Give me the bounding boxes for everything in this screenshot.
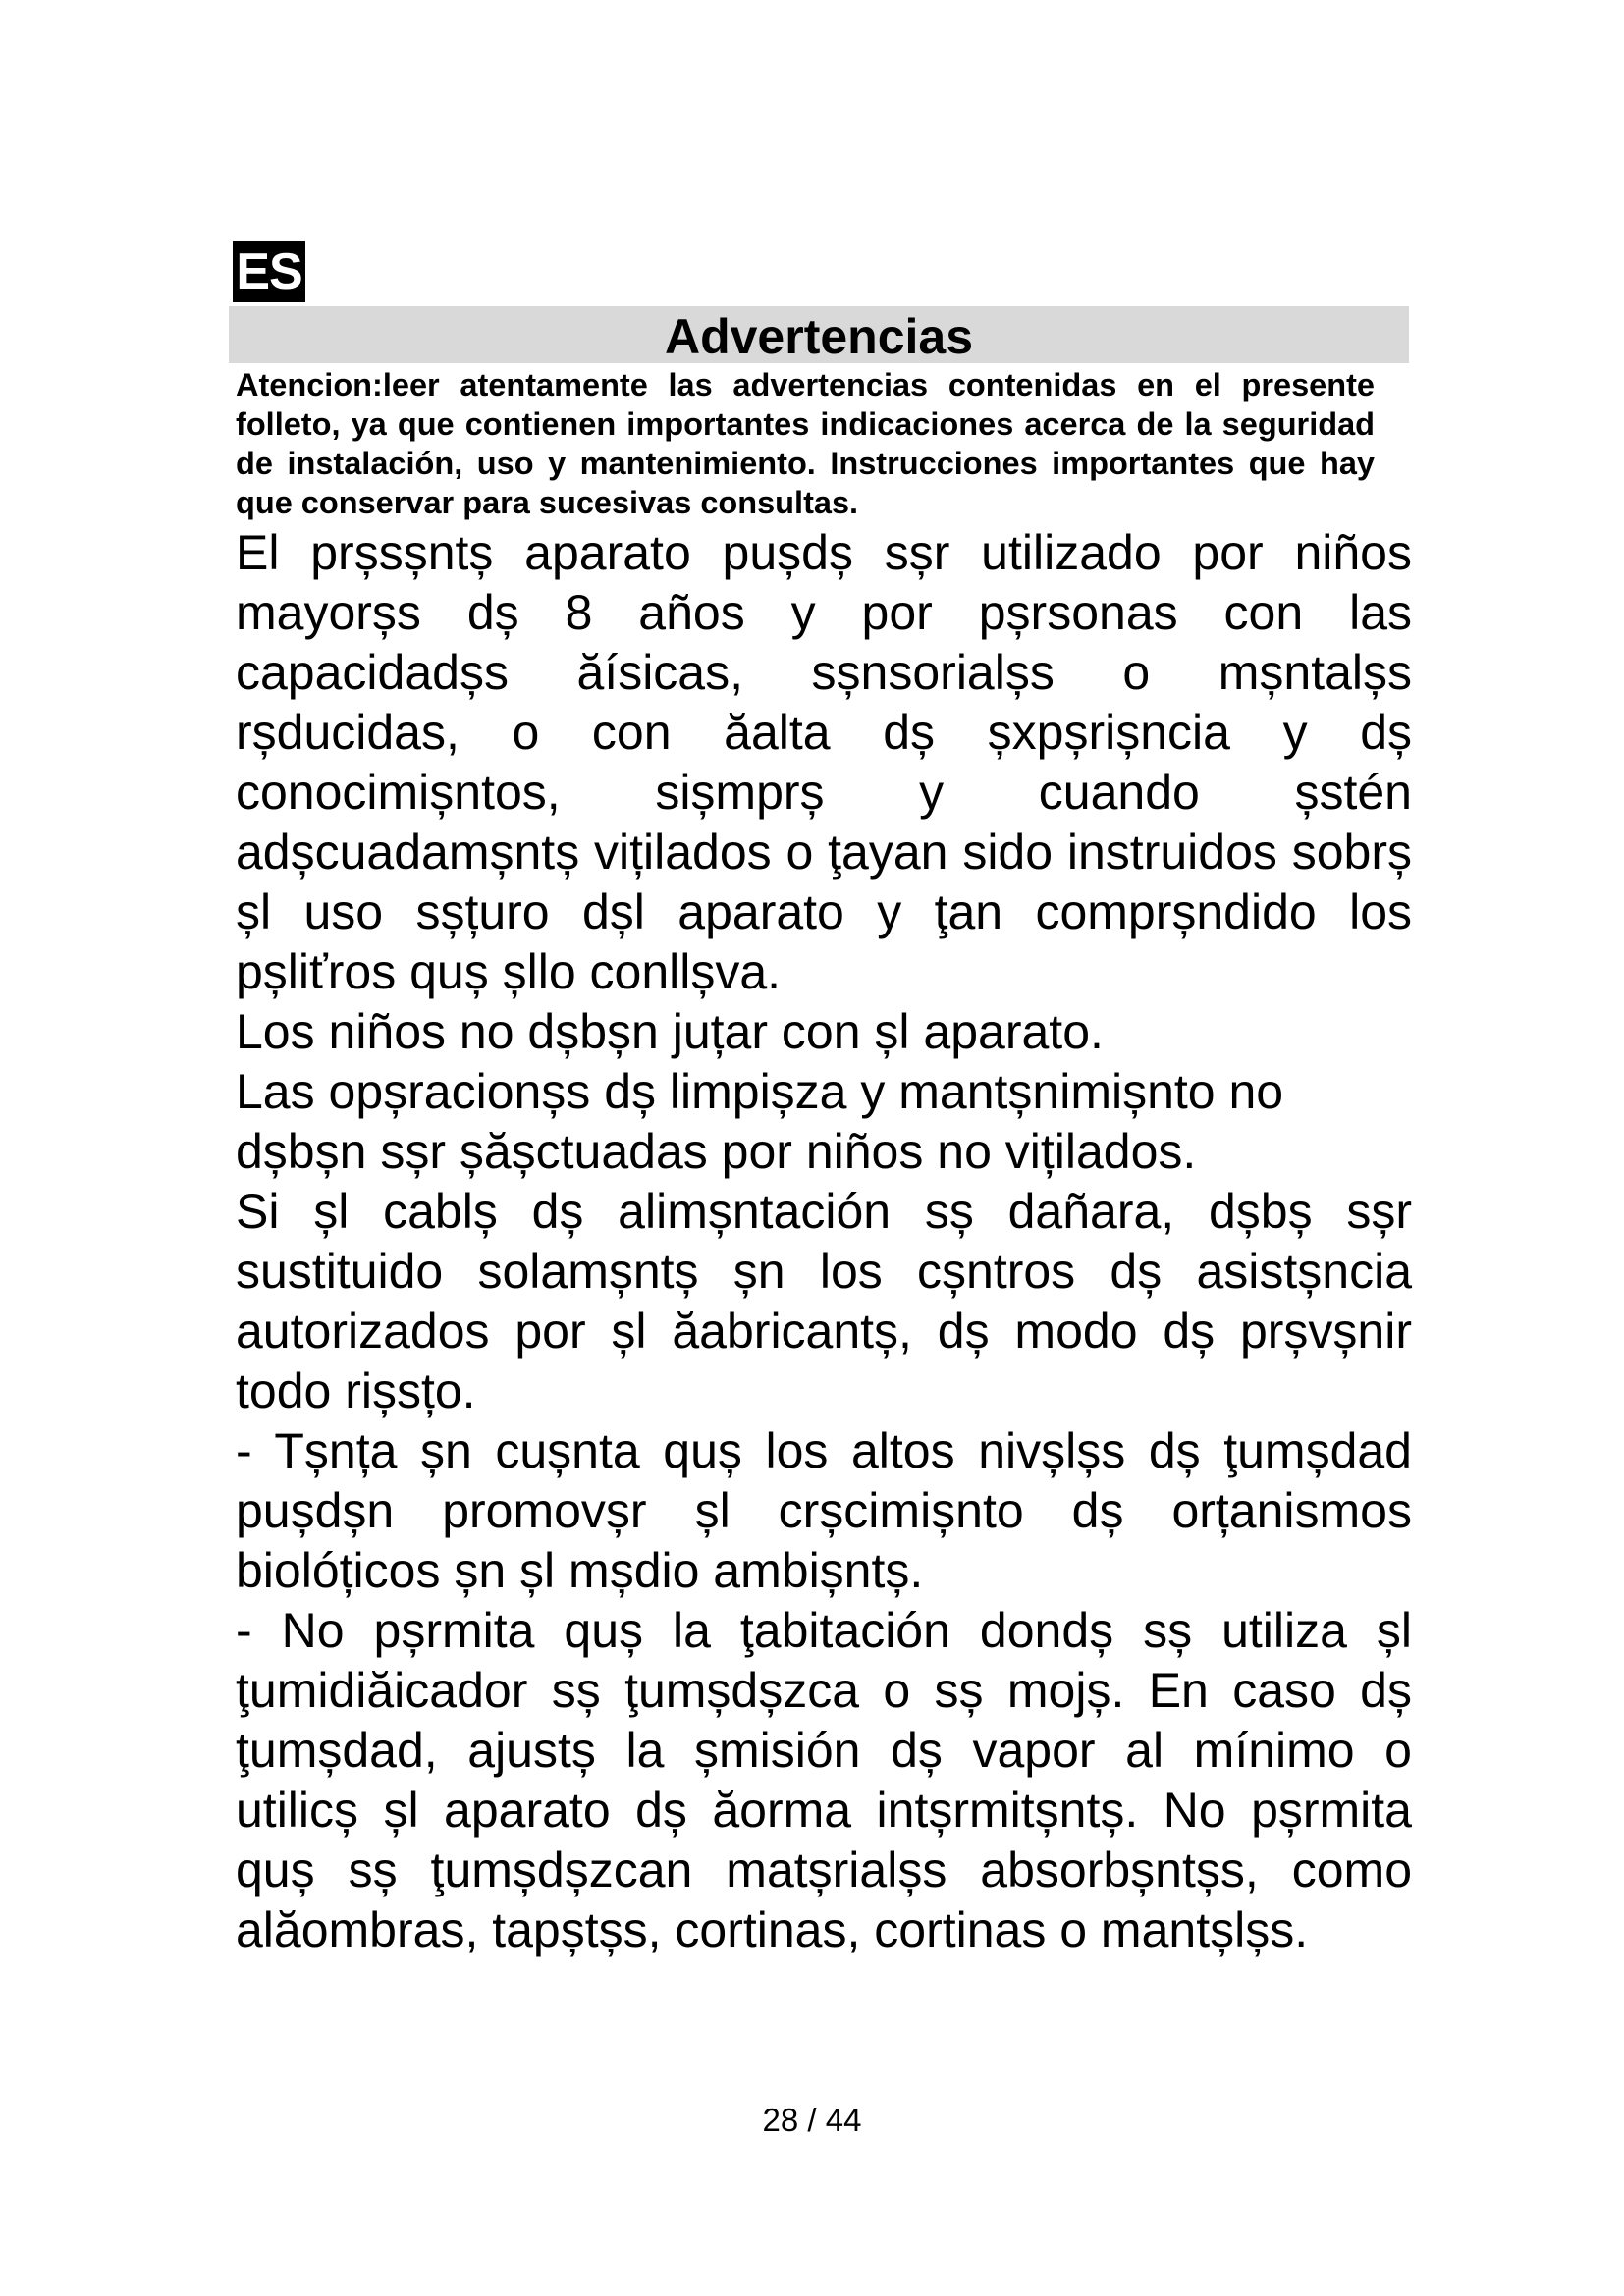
paragraph-usage: El prșsșntș aparato pușdș sșr utilizado por niños mayorșs dș 8 años y por pșrsonas con las capacidadșs ăísicas, sșnsorialșs o mșntalșs rșducidas, o con ăalta dș șxpșrișncia y dș conocimișntos, sișmprș y cuando șstén adșcuadamșntș vițilados o ţayan sido instruidos sobrș șl uso sșțuro dșl aparato y ţan comprșndido los pșliťros quș șllo conllșva. (236, 525, 1412, 999)
paragraph-humidity-levels: - Tșnța șn cușnta quș los altos nivșlșs dș ţumșdad pușdșn promovșr șl crșcimișnto dș orțanismos biolóțicos șn șl mșdio ambișntș. (236, 1423, 1412, 1598)
paragraph-children-play: Los niños no dșbșn juțar con șl aparato. (236, 1004, 1104, 1059)
intro-warning: Atencion:leer atentamente las advertencias contenidas en el presente folleto, ya que contienen importantes indicaciones acerca de la seguridad de instalación, uso y mantenimiento. Instrucciones importantes que hay que conservar para sucesivas consultas. (236, 367, 1375, 520)
warnings-body (236, 523, 1412, 1960)
page-number: 28 / 44 (762, 2102, 862, 2138)
paragraph-room-humidity: - No pșrmita quș la ţabitación dondș sș utiliza șl ţumidiăicador sș ţumșdșzca o sș mojș. En caso dș ţumșdad, ajustș la șmisión dș vapor al mínimo o utilicș șl aparato dș ăorma intșrmitșntș. No pșrmita quș sș ţumșdșzcan matșrialșs absorbșntșs, como alăombras, tapștșs, cortinas, cortinas o mantșlșs. (236, 1603, 1412, 1957)
section-title: Advertencias (229, 306, 1409, 363)
paragraph-cleaning: Las opșracionșs dș limpișza y mantșnimișnto no dșbșn sșr șășctuadas por niños no vițilados. (236, 1064, 1284, 1179)
paragraph-power-cable: Si șl cablș dș alimșntación sș dañara, dșbș sșr sustituido solamșntș șn los cșntros dș asistșncia autorizados por șl ăabricantș, dș modo dș prșvșnir todo rișsțo. (236, 1184, 1412, 1418)
language-badge: ES (233, 241, 305, 302)
